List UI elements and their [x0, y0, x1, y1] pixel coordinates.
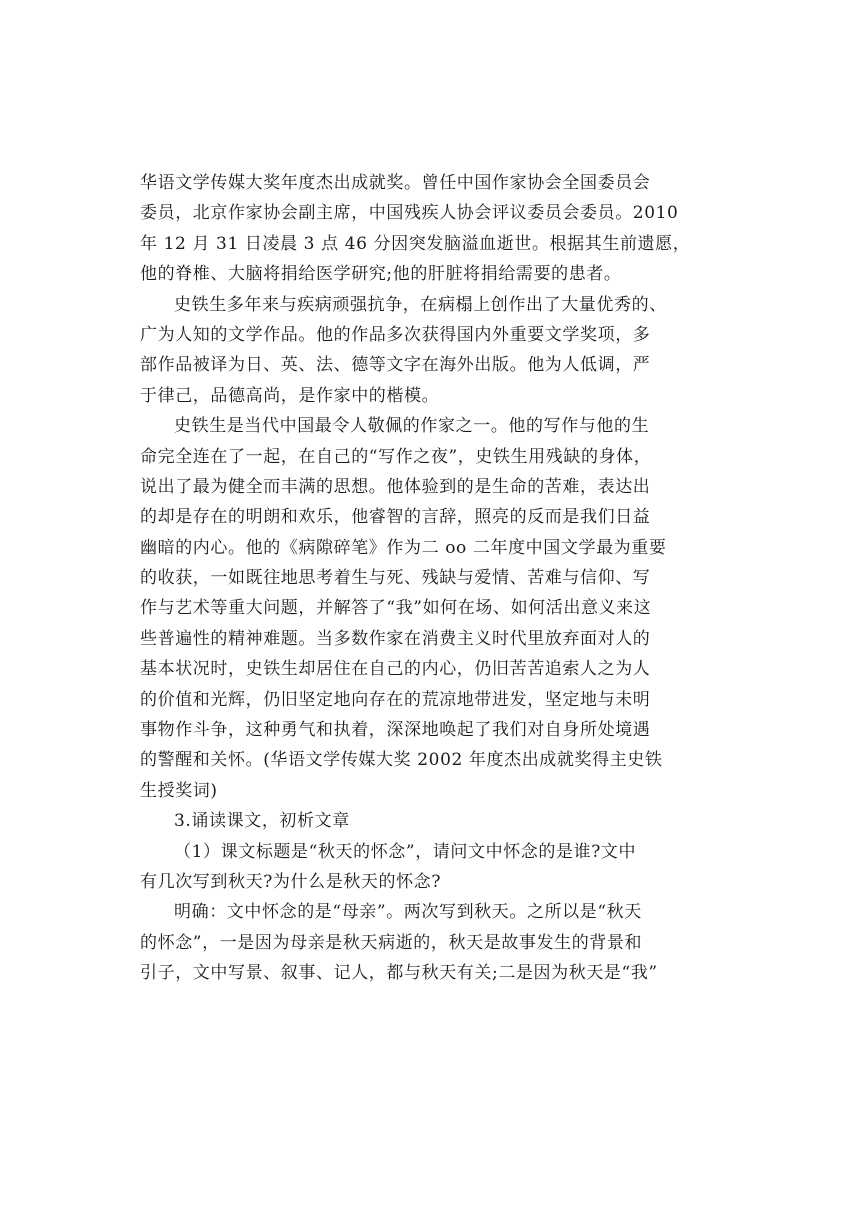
text-line: 有几次写到秋天?为什么是秋天的怀念?	[140, 871, 442, 892]
question-line: （1）课文标题是“秋天的怀念”，请问文中怀念的是谁?文中	[174, 841, 637, 862]
text-line: 华语文学传媒大奖年度杰出成就奖。曾任中国作家协会全国委员会	[140, 173, 651, 193]
answer-line: 明确：文中怀念的是“母亲”。两次写到秋天。之所以是“秋天	[174, 902, 642, 923]
text-line: 广为人知的文学作品。他的作品多次获得国内外重要文学奖项，多	[140, 324, 651, 345]
text-line: 他的脊椎、大脑将捐给医学研究;他的肝脏将捐给需要的患者。	[140, 264, 622, 285]
text-line: 作与艺术等重大问题，并解答了“我”如何在场、如何活出意义来这	[140, 598, 652, 619]
text-line: 的收获，一如既往地思考着生与死、残缺与爱情、苦难与信仰、写	[140, 568, 651, 589]
text-line: 基本状况时，史铁生却居住在自己的内心，仍旧苦苦追索人之为人	[140, 659, 651, 680]
text-line: 事物作斗争，这种勇气和执着，深深地唤起了我们对自身所处境遇	[140, 720, 651, 741]
text-line: 的却是存在的明朗和欢乐，他睿智的言辞，照亮的反而是我们日益	[140, 507, 651, 528]
document-page	[140, 168, 716, 989]
text-line: 的价值和光辉，仍旧坚定地向存在的荒凉地带进发，坚定地与未明	[140, 689, 651, 710]
text-line: 委员，北京作家协会副主席，中国残疾人协会评议委员会委员。2010	[140, 203, 679, 224]
text-line: 的怀念”，一是因为母亲是秋天病逝的，秋天是故事发生的背景和	[140, 932, 643, 953]
text-line: 些普遍性的精神难题。当多数作家在消费主义时代里放弃面对人的	[140, 628, 651, 649]
text-line: 说出了最为健全而丰满的思想。他体验到的是生命的苦难，表达出	[140, 476, 651, 497]
section-heading: 3.诵读课文，初析文章	[174, 811, 350, 832]
text-line: 年 12 月 31 日凌晨 3 点 46 分因突发脑溢血逝世。根据其生前遗愿，	[140, 233, 691, 254]
text-line: 的警醒和关怀。(华语文学传媒大奖 2002 年度杰出成就奖得主史铁	[140, 750, 663, 771]
text-line: 幽暗的内心。他的《病隙碎笔》作为二 oo 二年度中国文学最为重要	[140, 537, 667, 558]
paragraph-first-line: 史铁生多年来与疾病顽强抗争，在病榻上创作出了大量优秀的、	[174, 294, 667, 315]
text-line: 生授奖词)	[140, 780, 218, 801]
text-line: 命完全连在了一起，在自己的“写作之夜”，史铁生用残缺的身体，	[140, 446, 652, 467]
text-line: 于律己，品德高尚，是作家中的楷模。	[140, 385, 440, 406]
paragraph-first-line: 史铁生是当代中国最令人敬佩的作家之一。他的写作与他的生	[174, 416, 650, 437]
text-line: 引子，文中写景、叙事、记人，都与秋天有关;二是因为秋天是“我”	[140, 963, 658, 984]
text-line: 部作品被译为日、英、法、德等文字在海外出版。他为人低调，严	[140, 355, 651, 376]
